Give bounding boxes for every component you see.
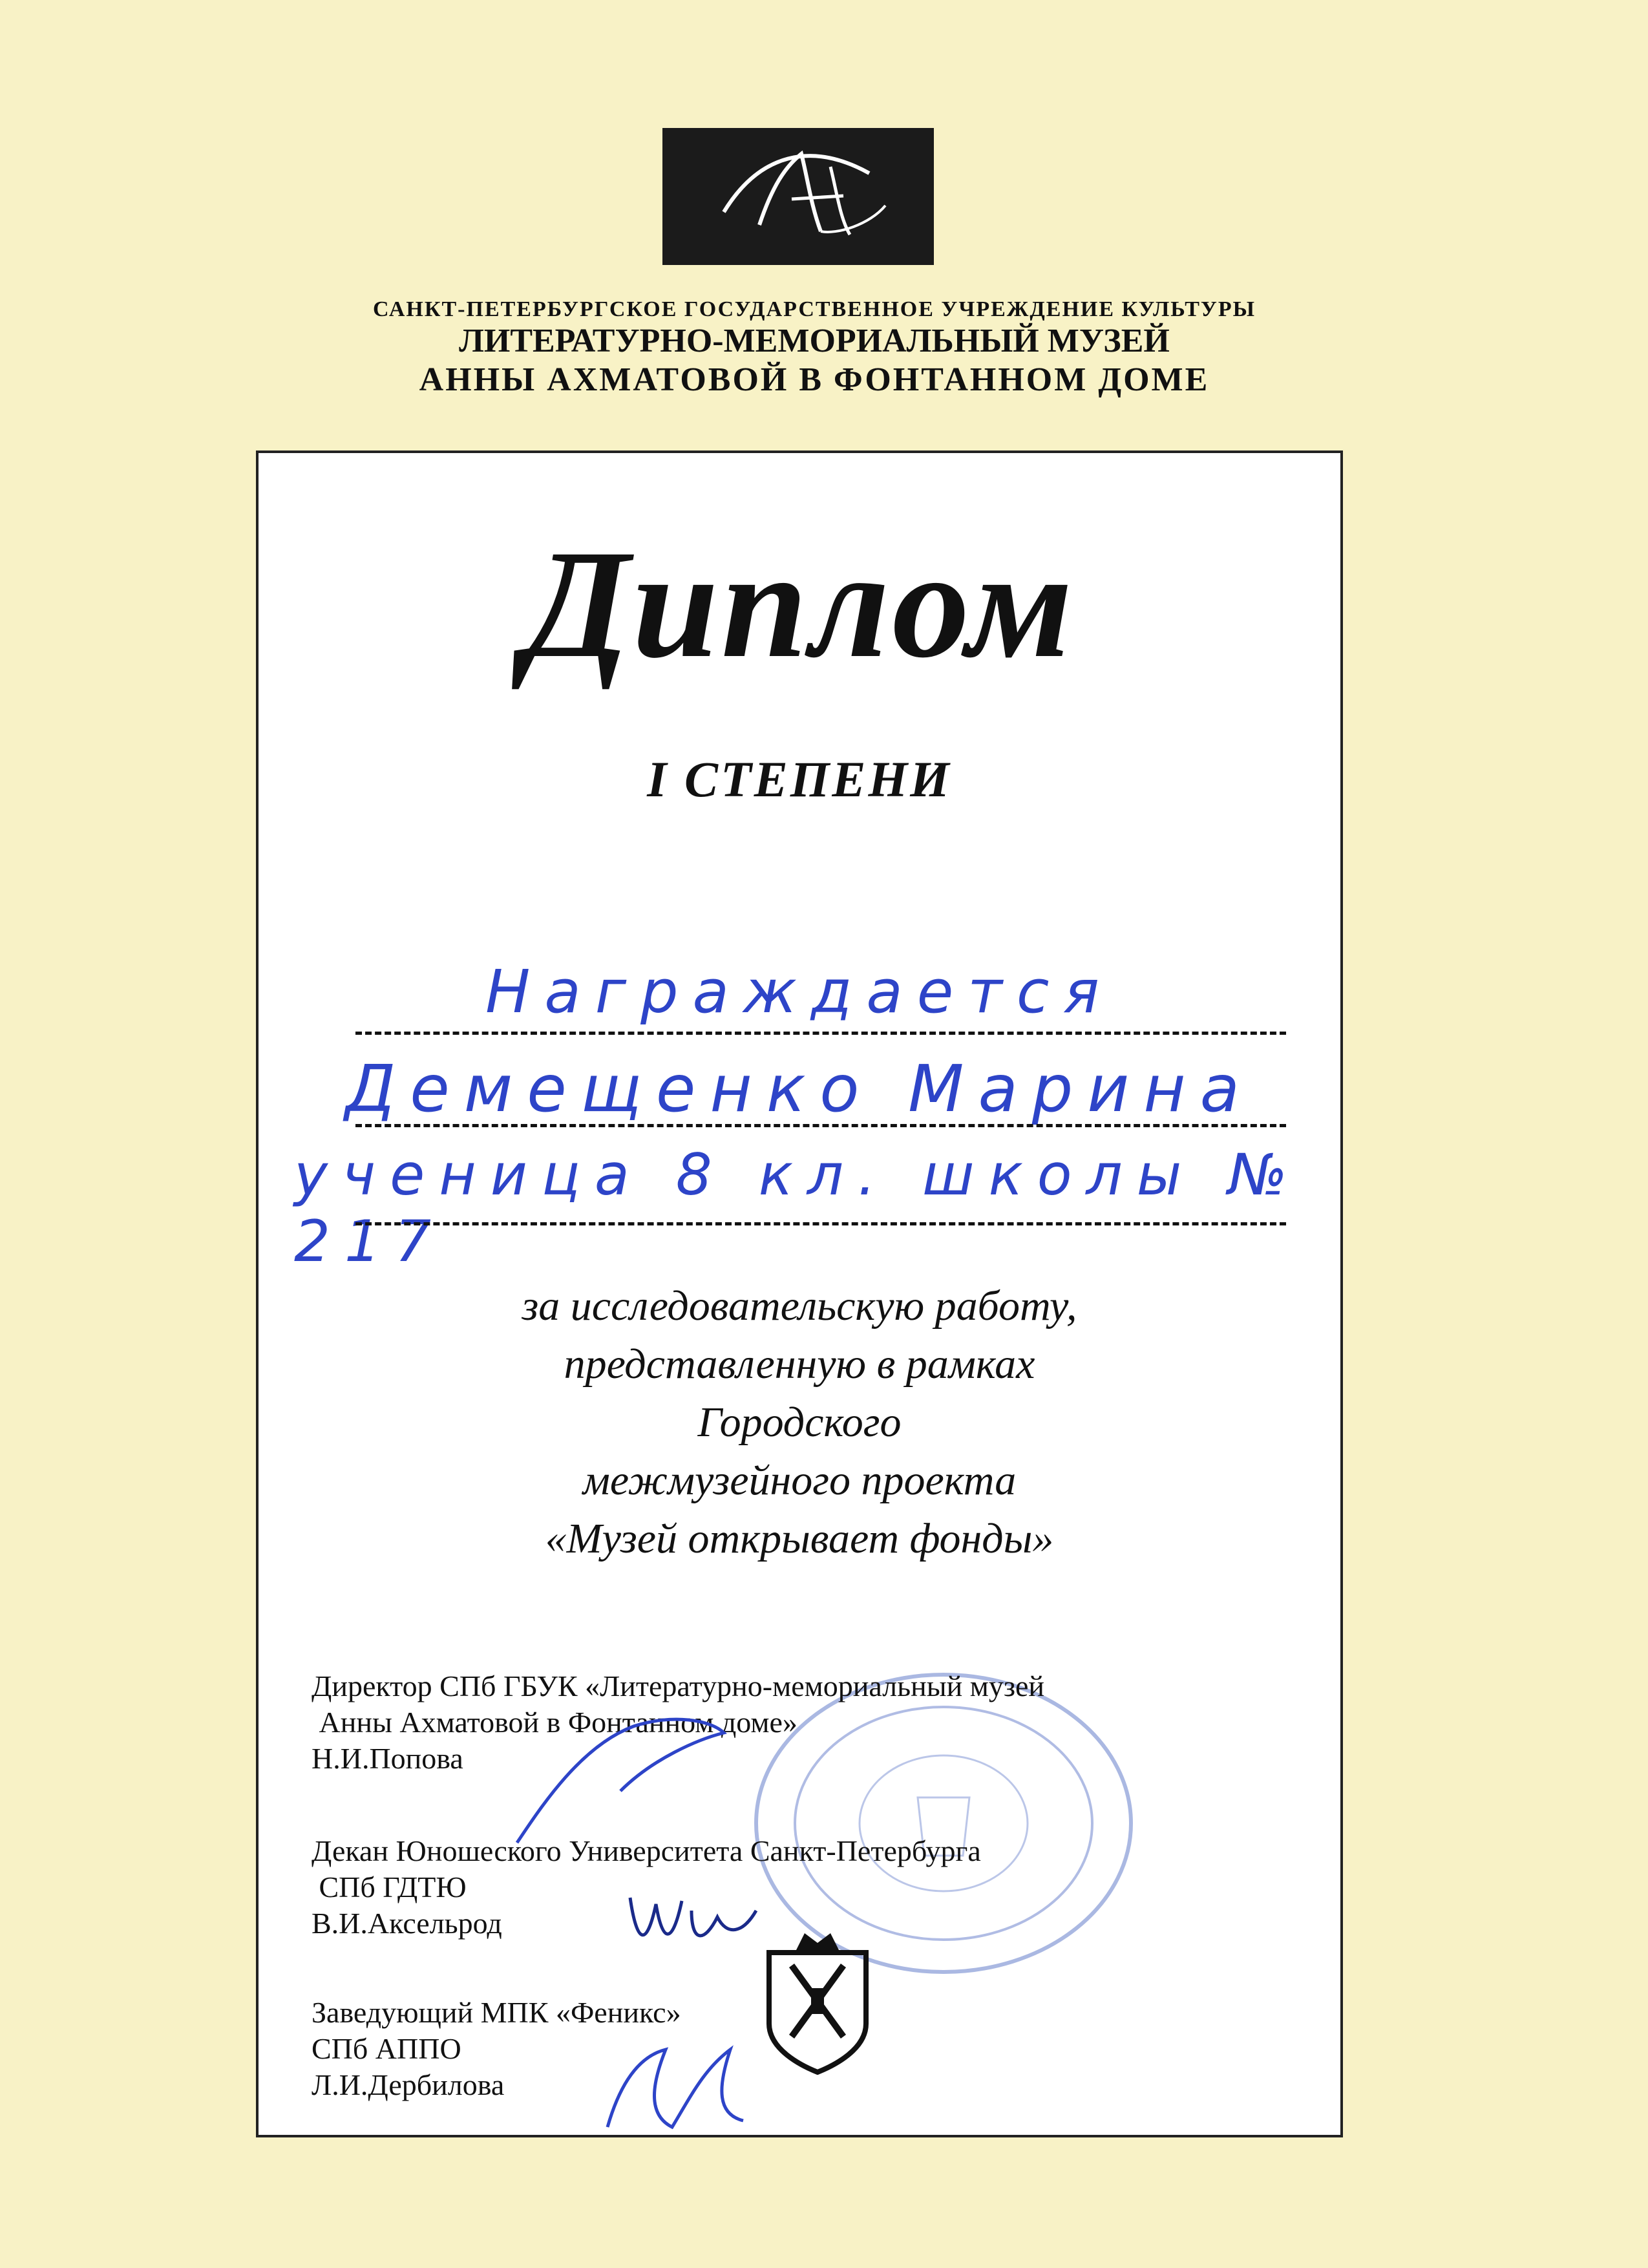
recipient-name: Демещенко Марина bbox=[345, 1051, 1254, 1127]
signatory-line: Заведующий МПК «Феникс» bbox=[312, 1996, 681, 2029]
awarded-text: Награждается bbox=[485, 957, 1114, 1026]
museum-header bbox=[323, 297, 1305, 399]
signatory-line: Декан Юношеского Университета Санкт-Петербурга bbox=[312, 1834, 981, 1867]
signatory-name: В.И.Аксельрод bbox=[312, 1907, 502, 1940]
signature-akselrod bbox=[620, 1872, 769, 1969]
institution-line: САНКТ-ПЕТЕРБУРГСКОЕ ГОСУДАРСТВЕННОЕ УЧРЕЖДЕНИЕ КУЛЬТУРЫ bbox=[372, 297, 1256, 321]
signatory-name: Л.И.Дербилова bbox=[312, 2068, 505, 2101]
museum-logo bbox=[662, 128, 934, 265]
city-emblem-icon bbox=[756, 1927, 879, 2075]
signatory-name: Н.И.Попова bbox=[312, 1742, 463, 1775]
purpose-line: представленную в рамках bbox=[564, 1341, 1035, 1388]
logo-monogram-icon bbox=[662, 128, 934, 265]
signatory-line: СПб ГДТЮ bbox=[312, 1871, 467, 1903]
diploma-title: Диплом bbox=[523, 518, 1075, 690]
museum-name-line1: ЛИТЕРАТУРНО-МЕМОРИАЛЬНЫЙ МУЗЕЙ bbox=[459, 323, 1170, 359]
museum-name-line2: АННЫ АХМАТОВОЙ В ФОНТАННОМ ДОМЕ bbox=[419, 361, 1210, 398]
signatory-line: СПб АППО bbox=[312, 2032, 461, 2065]
field-line-1 bbox=[355, 1032, 1286, 1035]
field-line-3 bbox=[355, 1222, 1286, 1225]
award-purpose bbox=[259, 1277, 1340, 1568]
purpose-line: межмузейного проекта bbox=[582, 1457, 1017, 1504]
signatory-line: Директор СПб ГБУК «Литературно-мемориальный музей bbox=[312, 1669, 1045, 1702]
recipient-details: ученица 8 кл. школы № 217 bbox=[294, 1141, 1302, 1275]
signature-popova bbox=[504, 1701, 737, 1856]
diploma-frame bbox=[256, 450, 1343, 2137]
diploma-degree: I СТЕПЕНИ bbox=[647, 751, 952, 807]
signature-derbilova bbox=[595, 2030, 763, 2140]
signatory-line: Анны Ахматовой в Фонтанном доме» bbox=[312, 1706, 798, 1739]
field-line-2 bbox=[355, 1124, 1286, 1127]
purpose-line: «Музей открывает фонды» bbox=[545, 1515, 1054, 1562]
purpose-line: за исследовательскую работу, bbox=[522, 1282, 1077, 1330]
purpose-line: Городского bbox=[697, 1399, 902, 1446]
